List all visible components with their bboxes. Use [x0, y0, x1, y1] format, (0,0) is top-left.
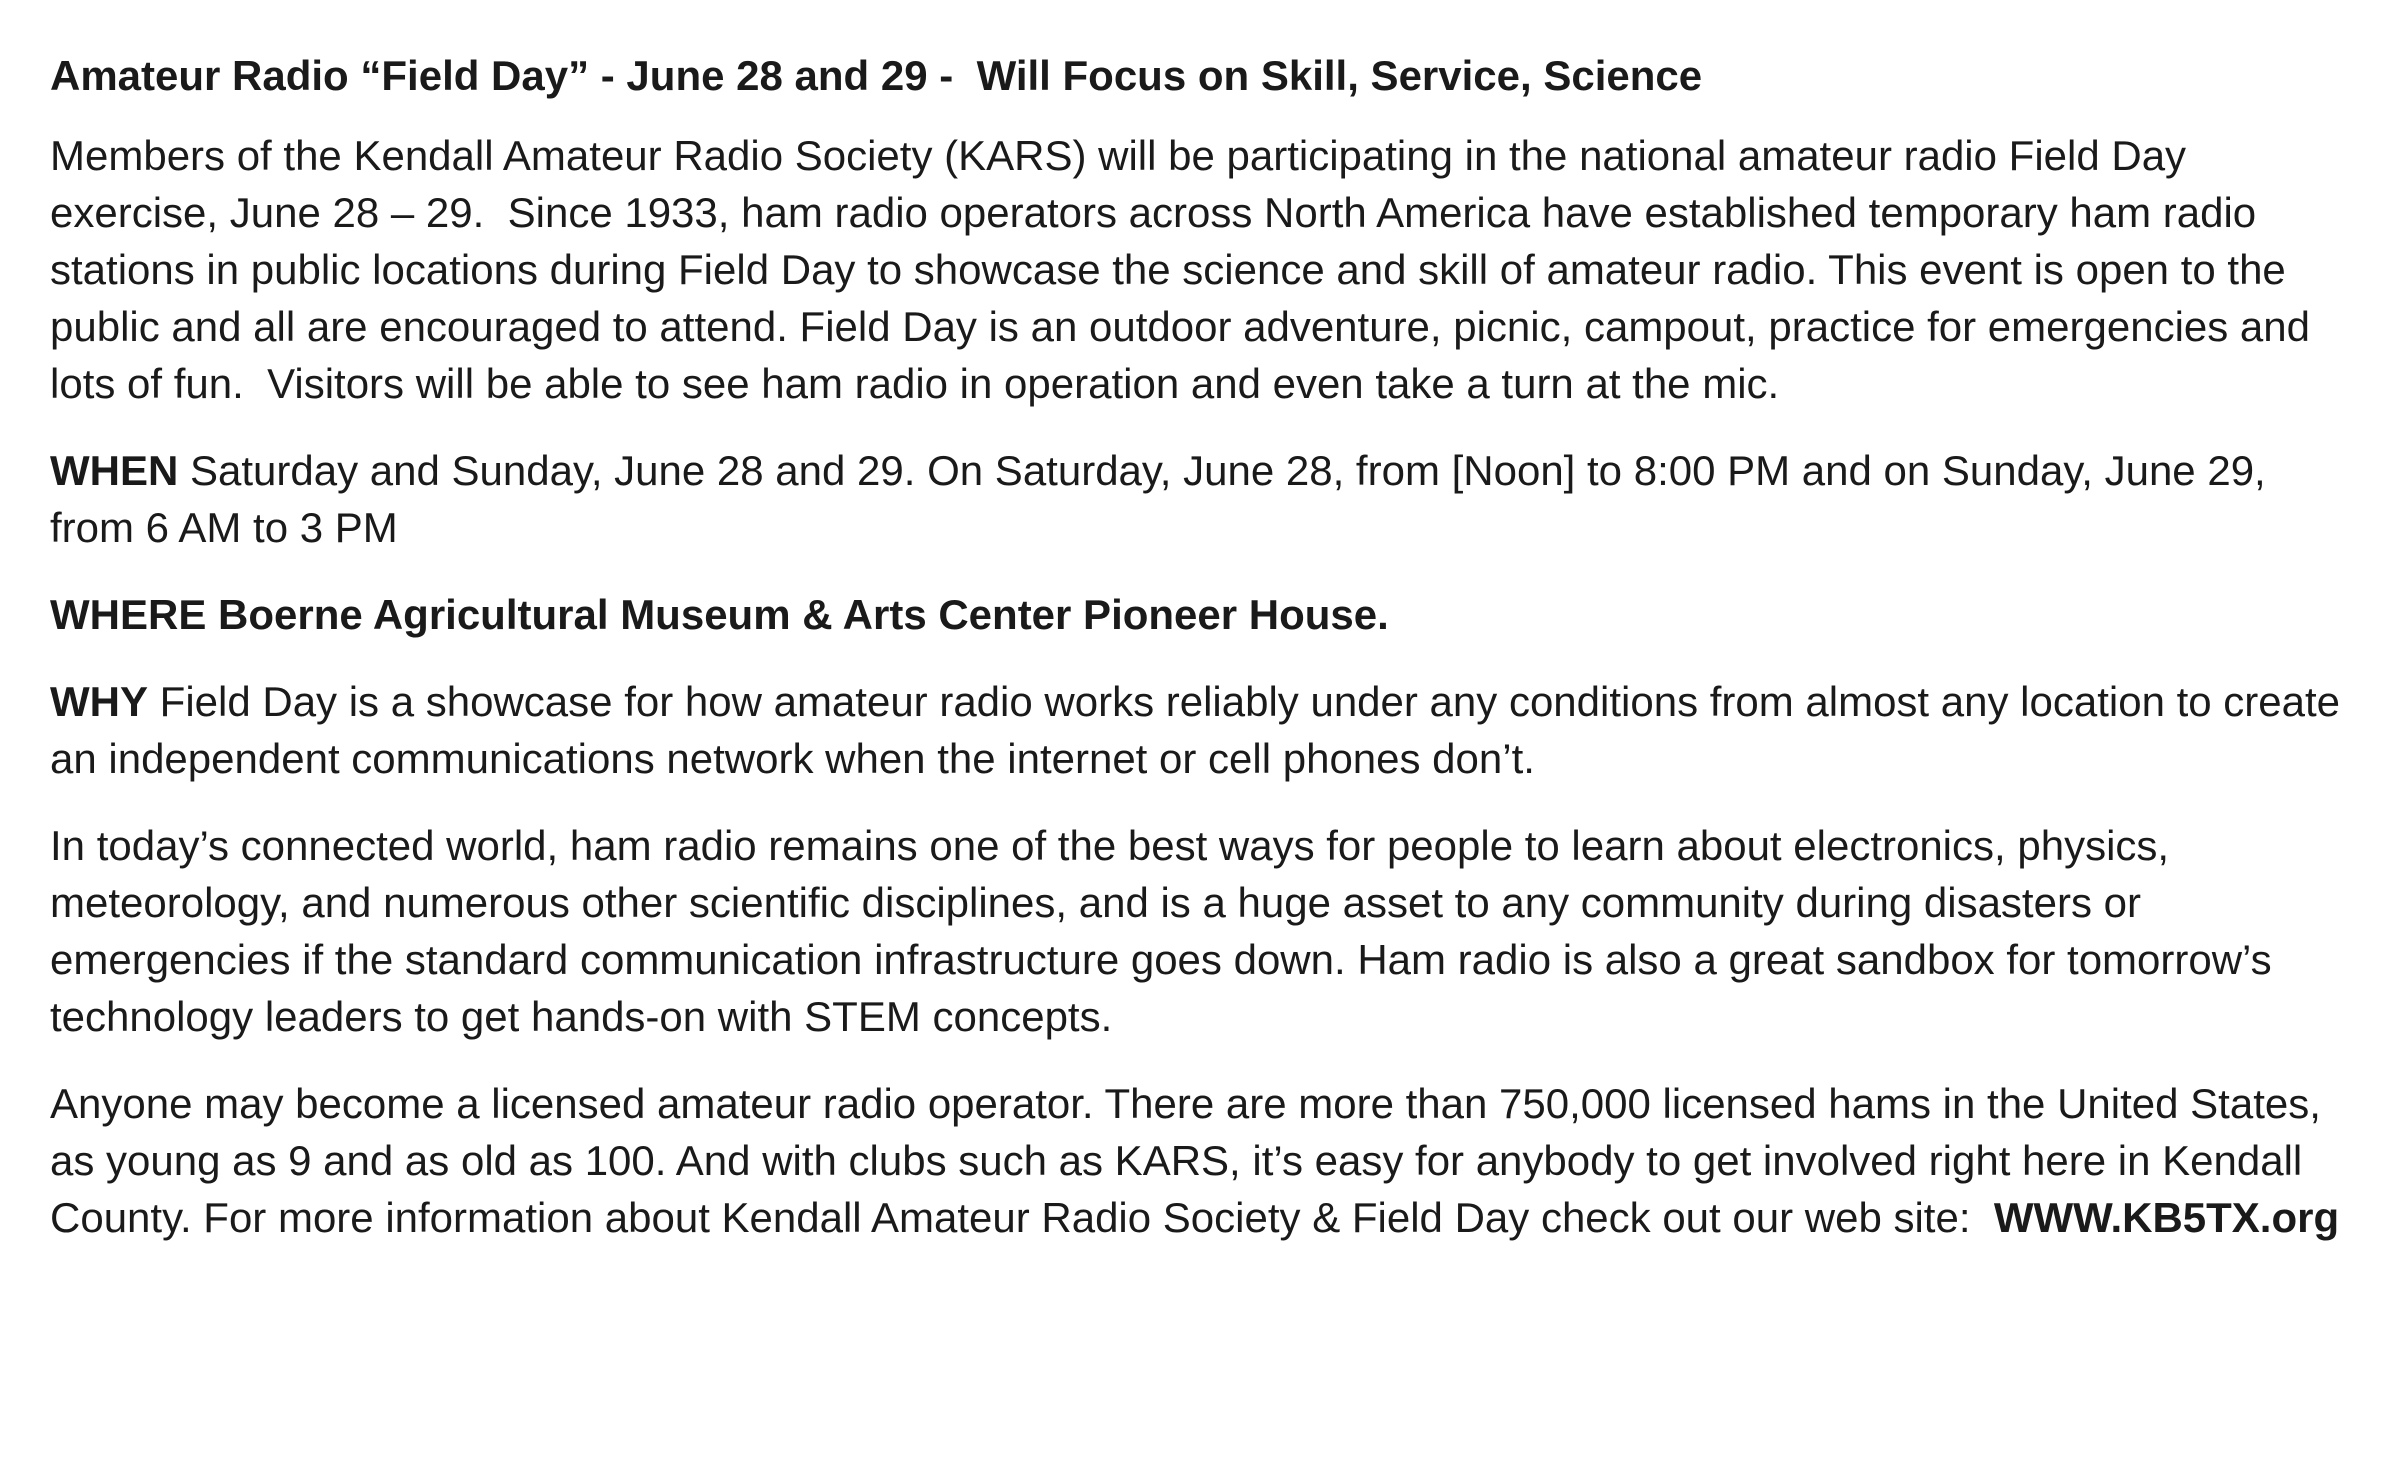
headline: Amateur Radio “Field Day” - June 28 and 29 - Will Focus on Skill, Service, Science: [50, 52, 1703, 99]
website-link[interactable]: WWW.KB5TX.org: [1993, 1193, 2340, 1241]
anyone-paragraph: [50, 1075, 2360, 1246]
when-label: WHEN: [50, 446, 179, 494]
intro-paragraph: Members of the Kendall Amateur Radio Society (KARS) will be participating in the national amateur radio Field Day exercise, June 28 – 29. Since 1933, ham radio operators across North America have established temporary ham radio stations in public locations during Field Day to showcase the science and skill of amateur radio. This event is open to the public and all are encouraged to attend. Field Day is an outdoor adventure, picnic, campout, practice for emergencies and lots of fun. Visitors will be able to see ham radio in operation and even take a turn at the mic.: [50, 131, 2322, 407]
why-text: Field Day is a showcase for how amateur radio works reliably under any conditions from almost any location to create an independent communications network when the internet or cell phones don’t.: [50, 677, 2352, 782]
when-paragraph: [50, 442, 2360, 556]
where-text: Boerne Agricultural Museum & Arts Center Pioneer House.: [206, 590, 1389, 638]
why-paragraph: [50, 673, 2360, 787]
document-page: [50, 50, 2360, 1276]
when-text: Saturday and Sunday, June 28 and 29. On Saturday, June 28, from [Noon] to 8:00 PM and on Sunday, June 29, from 6 AM to 3 PM: [50, 446, 2278, 551]
why-label: WHY: [50, 677, 148, 725]
anyone-text: Anyone may become a licensed amateur radio operator. There are more than 750,000 licensed hams in the United States, as young as 9 and as old as 100. And with clubs such as KARS, it’s easy for anybody to get involved right here in Kendall County. For more information about Kendall Amateur Radio Society & Field Day check out our web site:: [50, 1079, 2333, 1241]
connected-paragraph: In today’s connected world, ham radio remains one of the best ways for people to learn about electronics, physics, meteorology, and numerous other scientific disciplines, and is a huge asset to any community during disasters or emergencies if the standard communication infrastructure goes down. Ham radio is also a great sandbox for tomorrow’s technology leaders to get hands-on with STEM concepts.: [50, 821, 2284, 1040]
where-paragraph: [50, 586, 2360, 643]
where-label: WHERE: [50, 590, 207, 638]
